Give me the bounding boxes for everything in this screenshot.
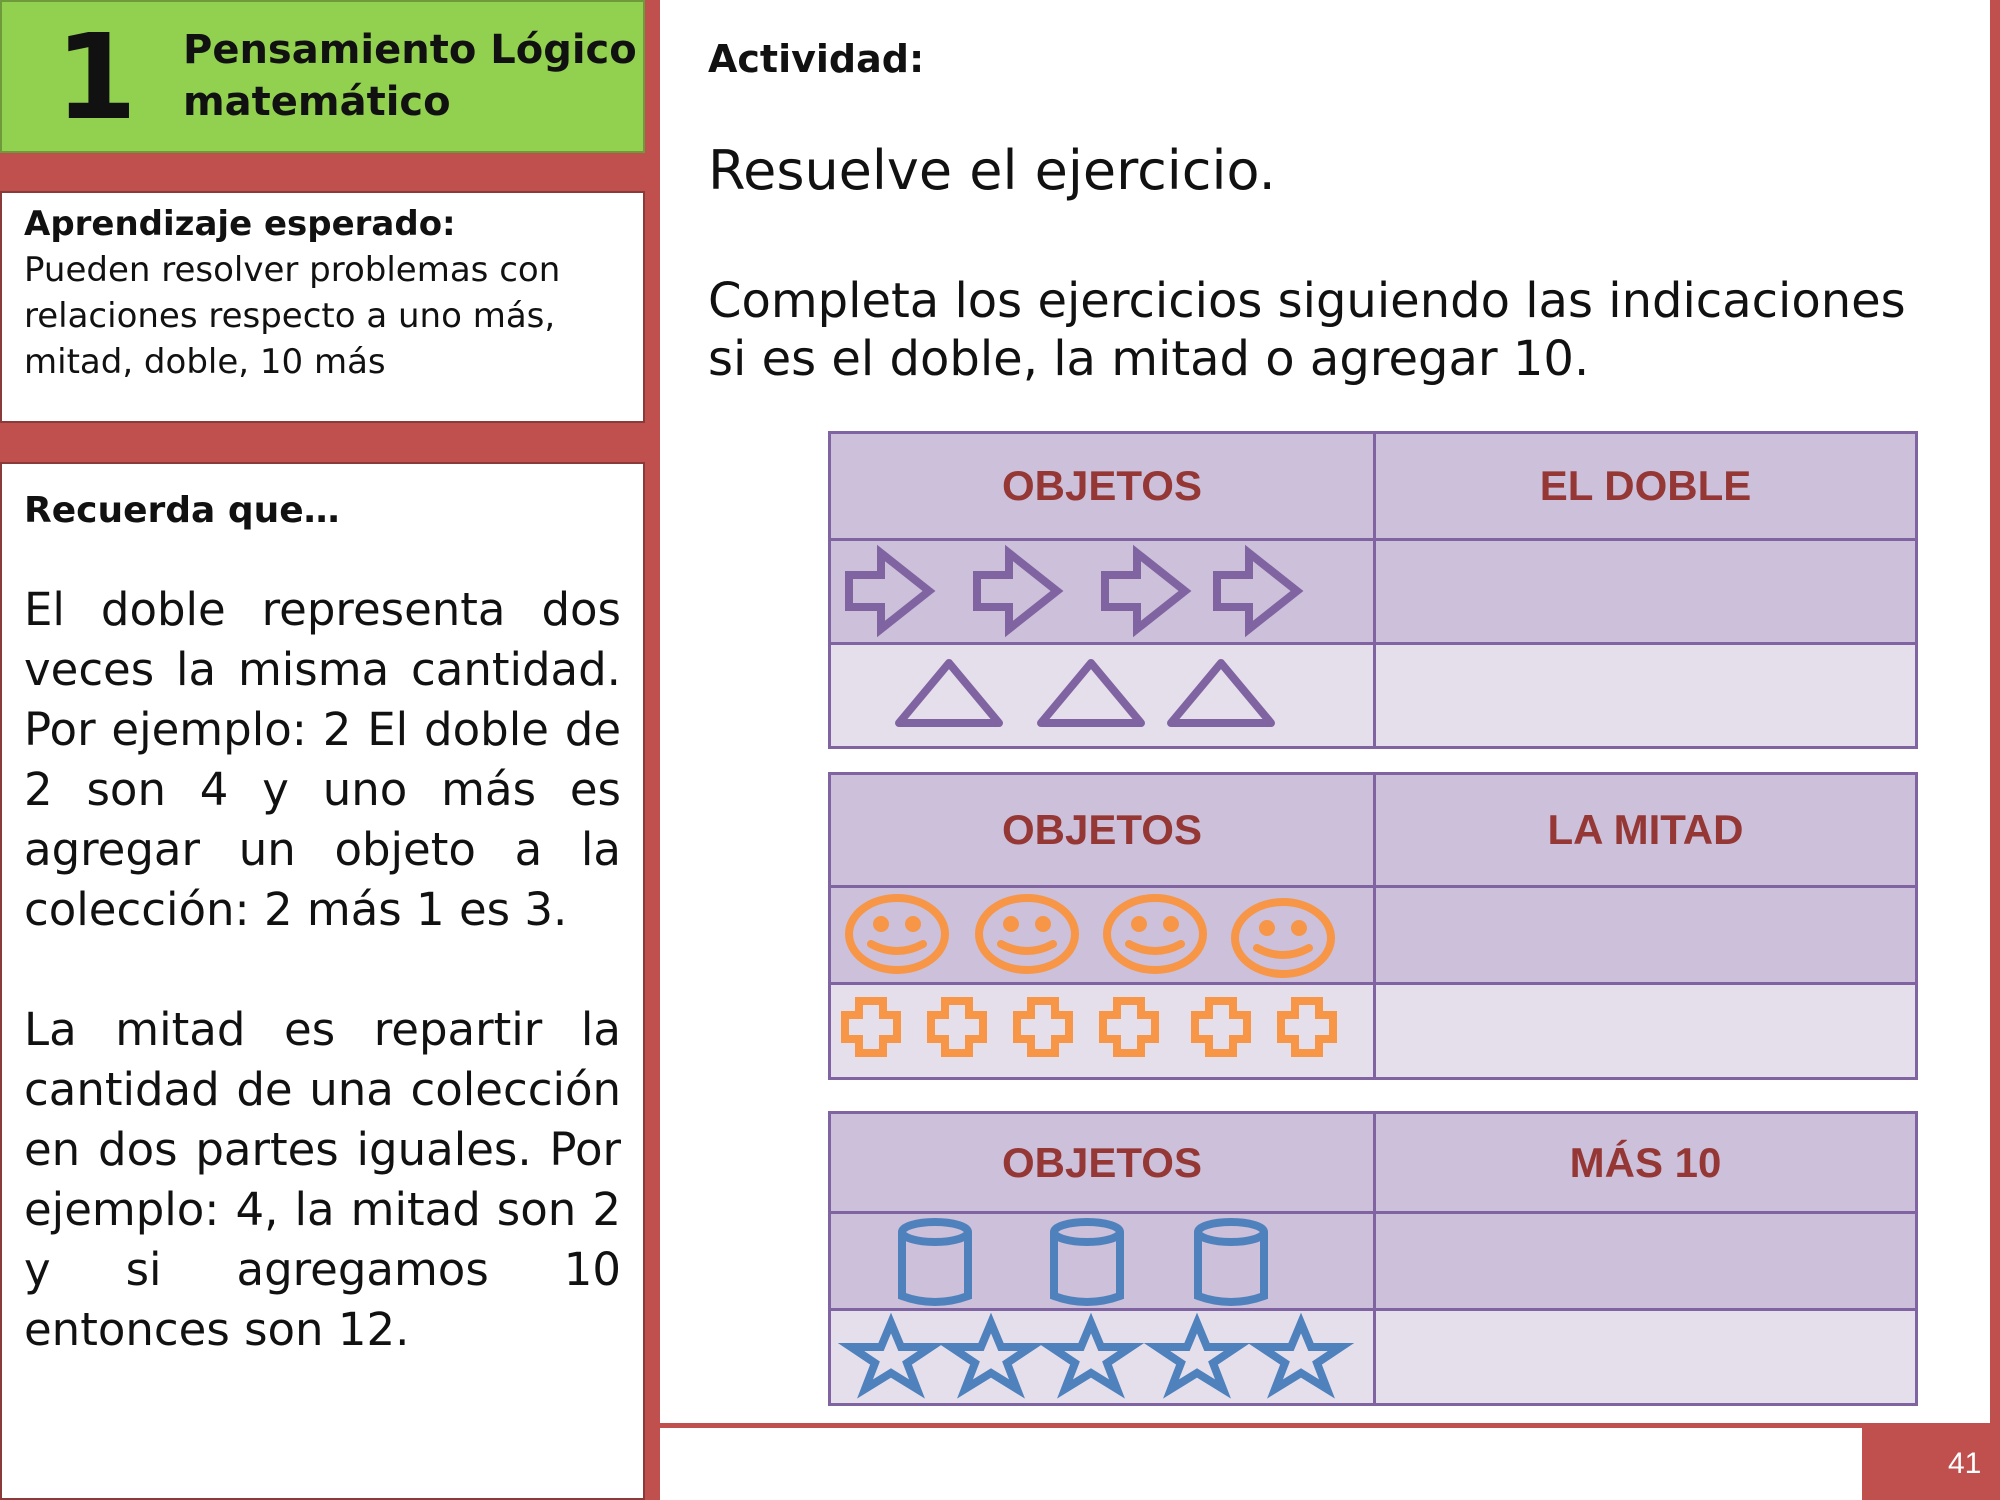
- table-header-row: [831, 775, 1915, 885]
- answer-cell-mitad-1[interactable]: [1373, 888, 1915, 982]
- smiley-icon: [979, 898, 1075, 970]
- instruction-detail: [708, 272, 1938, 388]
- header-cell-mas10: [1373, 1114, 1915, 1211]
- plus-group: [831, 985, 1371, 1077]
- answer-cell-mitad-2[interactable]: [1373, 985, 1915, 1077]
- learning-line2: relaciones respecto a uno más,: [24, 296, 556, 336]
- answer-cell-mas10-2[interactable]: [1373, 1311, 1915, 1403]
- remember-heading: Recuerda que…: [24, 490, 340, 531]
- table-row: [831, 1211, 1915, 1308]
- arrow-icon: [849, 553, 929, 629]
- table-mas10: [828, 1111, 1918, 1406]
- plus-icon: [1281, 1001, 1333, 1053]
- lesson-title: [183, 24, 637, 128]
- table-header-row: [831, 1114, 1915, 1211]
- header-cell-mitad: [1373, 775, 1915, 885]
- cylinders-group: [831, 1214, 1371, 1308]
- smileys-group: [831, 888, 1371, 982]
- smiley-icon: [1235, 902, 1331, 974]
- smiley-icon: [1107, 898, 1203, 970]
- arrow-icon: [1105, 553, 1185, 629]
- plus-icon: [1195, 1001, 1247, 1053]
- triangle-icon: [1171, 663, 1271, 723]
- learning-line3: mitad, doble, 10 más: [24, 342, 386, 382]
- header-mas10-label: MÁS 10: [1569, 1138, 1722, 1186]
- header-objetos-label: OBJETOS: [1002, 1138, 1202, 1186]
- instruction-main: Resuelve el ejercicio.: [708, 139, 1276, 202]
- header-objetos-label: OBJETOS: [1002, 806, 1202, 853]
- objects-cell-triangles: [831, 645, 1373, 746]
- arrows-group: [831, 541, 1371, 642]
- header-cell-objetos: [831, 434, 1373, 538]
- footer-bar: [660, 1428, 1862, 1500]
- plus-icon: [1103, 1001, 1155, 1053]
- star-icon: [1051, 1323, 1131, 1389]
- instruction-detail-line2: si es el doble, la mitad o agregar 10.: [708, 331, 1590, 387]
- arrow-icon: [977, 553, 1057, 629]
- table-row: [831, 1308, 1915, 1403]
- table-row: [831, 538, 1915, 642]
- plus-icon: [1017, 1001, 1069, 1053]
- answer-cell-doble-2[interactable]: [1373, 645, 1915, 746]
- table-row: [831, 642, 1915, 746]
- lesson-number: 1: [55, 8, 138, 146]
- objects-cell-cylinders: [831, 1214, 1373, 1308]
- remember-paragraph-mitad: La mitad es repartir la cantidad de una colección en dos partes iguales. Por ejemplo: 4, la mitad son 2 y si agregamos 10 entonces son 12.: [24, 1003, 621, 1356]
- stars-group: [831, 1311, 1371, 1403]
- table-mitad: [828, 772, 1918, 1080]
- smiley-icon: [849, 898, 945, 970]
- table-row: [831, 885, 1915, 982]
- objects-cell-smileys: [831, 888, 1373, 982]
- lesson-title-line2: matemático: [183, 79, 451, 125]
- header-doble-label: EL DOBLE: [1539, 462, 1752, 509]
- arrow-icon: [1217, 553, 1297, 629]
- page-number: 41: [1948, 1447, 1982, 1480]
- triangle-icon: [1041, 663, 1141, 723]
- star-icon: [1261, 1323, 1341, 1389]
- remember-paragraph-doble: El doble representa dos veces la misma cantidad. Por ejemplo: 2 El doble de 2 son 4 y uno más es agregar un objeto a la colección: 2 más 1 es 3.: [24, 583, 621, 936]
- answer-cell-doble-1[interactable]: [1373, 541, 1915, 642]
- header-mitad-label: LA MITAD: [1547, 806, 1744, 853]
- objects-cell-arrows: [831, 541, 1373, 642]
- table-header-row: [831, 434, 1915, 538]
- learning-box: [0, 191, 645, 423]
- header-objetos-label: OBJETOS: [1002, 462, 1202, 509]
- learning-line1: Pueden resolver problemas con: [24, 250, 561, 290]
- triangle-icon: [899, 663, 999, 723]
- cylinder-icon: [902, 1222, 968, 1302]
- lesson-title-line1: Pensamiento Lógico: [183, 27, 637, 73]
- instruction-detail-line1: Completa los ejercicios siguiendo las indicaciones: [708, 273, 1906, 329]
- star-icon: [951, 1323, 1031, 1389]
- header-cell-objetos: [831, 1114, 1373, 1211]
- objects-cell-plus: [831, 985, 1373, 1077]
- table-row: [831, 982, 1915, 1077]
- cylinder-icon: [1054, 1222, 1120, 1302]
- learning-heading: Aprendizaje esperado:: [24, 204, 456, 244]
- star-icon: [851, 1323, 931, 1389]
- cylinder-icon: [1198, 1222, 1264, 1302]
- activity-label: Actividad:: [708, 37, 925, 81]
- remember-box: [0, 462, 645, 1500]
- triangles-group: [831, 645, 1371, 746]
- plus-icon: [845, 1001, 897, 1053]
- star-icon: [1157, 1323, 1237, 1389]
- header-cell-doble: [1373, 434, 1915, 538]
- plus-icon: [931, 1001, 983, 1053]
- table-doble: [828, 431, 1918, 749]
- objects-cell-stars: [831, 1311, 1373, 1403]
- answer-cell-mas10-1[interactable]: [1373, 1214, 1915, 1308]
- header-cell-objetos: [831, 775, 1373, 885]
